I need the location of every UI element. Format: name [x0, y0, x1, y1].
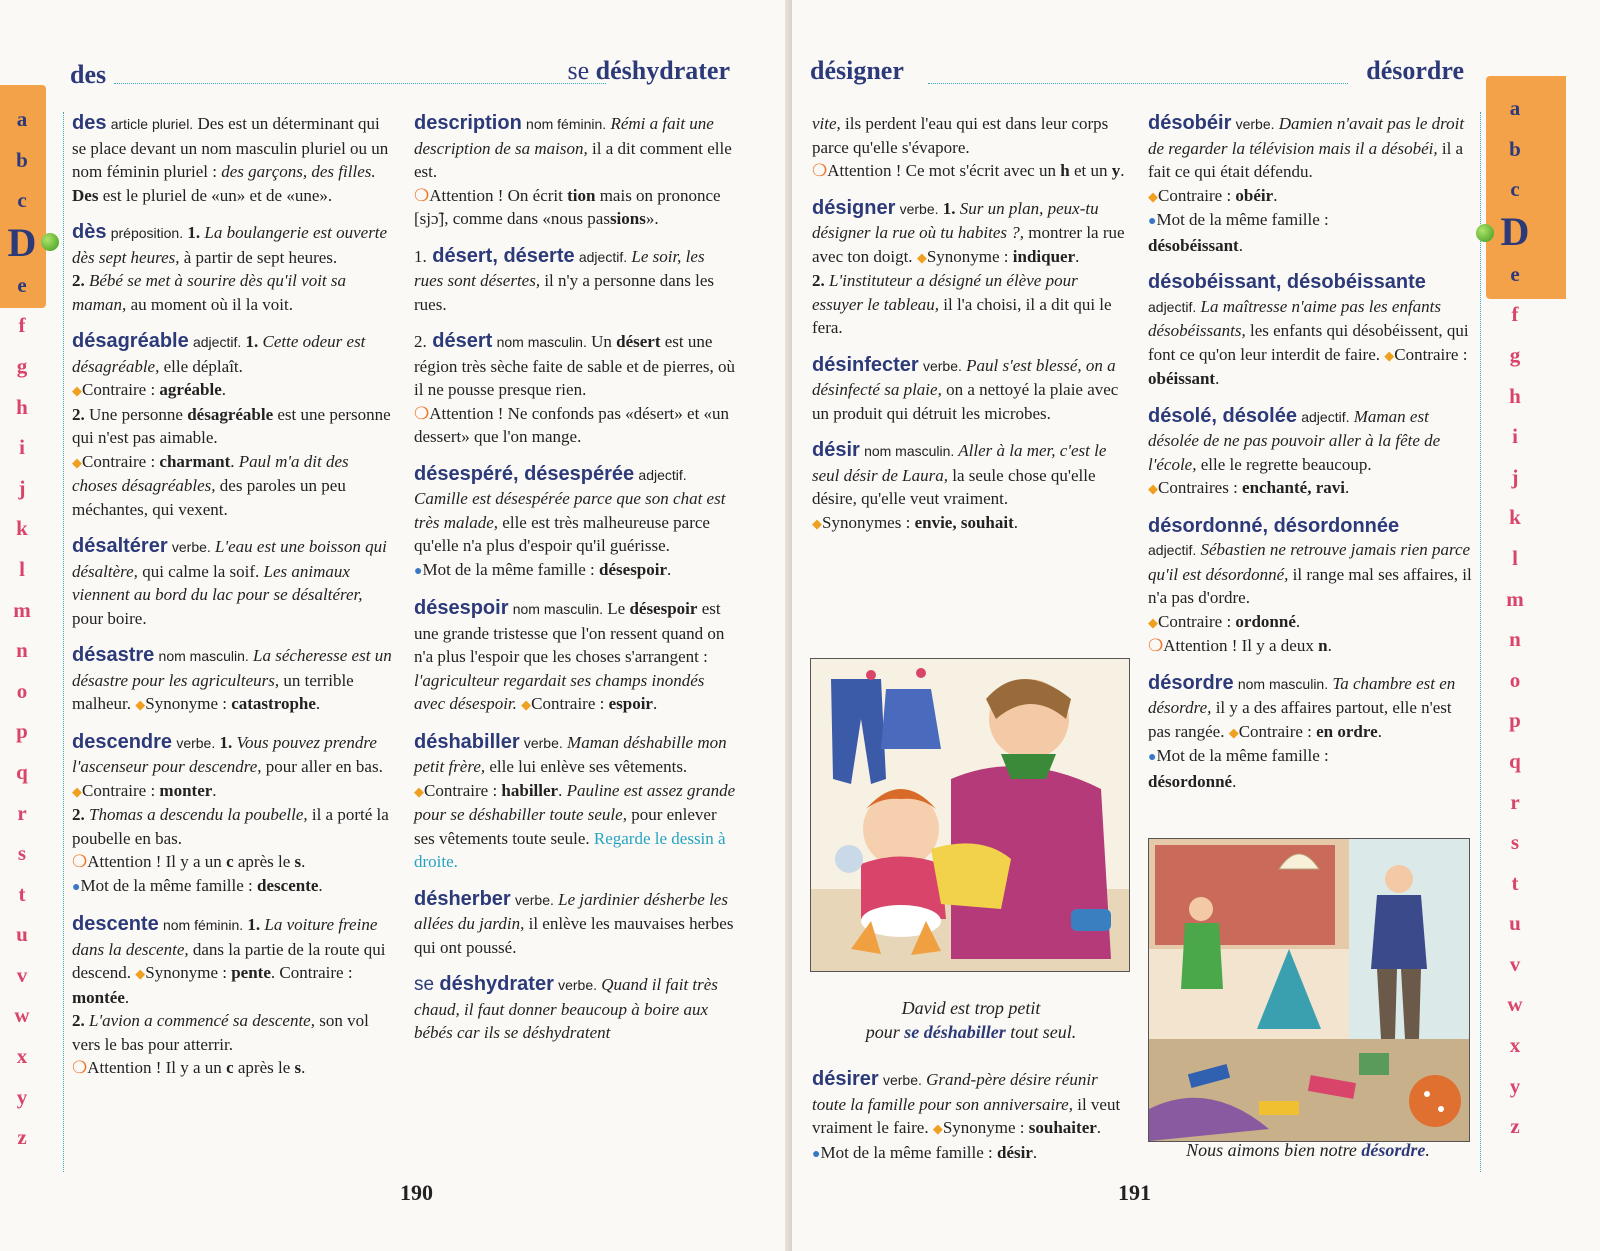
thumb-index-letter[interactable]: r: [17, 800, 27, 825]
caption-illustration-1: David est trop petit pour se déshabiller tout seul.: [865, 998, 1077, 1042]
thumb-index-letter[interactable]: k: [1509, 505, 1521, 530]
thumb-index-letter[interactable]: g: [16, 353, 28, 378]
entry-deshydrater-continued: vite, ils perdent l'eau qui est dans leur corps parce qu'elle s'évapore. ❍Attention ! Ce mot s'écrit avec un h et un y.: [812, 114, 1125, 180]
thumb-index-letter[interactable]: m: [13, 597, 31, 622]
bullet-icon: ●: [414, 563, 423, 579]
entry-desole: désolé, désolée adjectif. Maman est désolée de ne pas pouvoir aller à la fête de l'école, elle le regrette beaucoup. ◆Contraires : enchanté, ravi.: [1148, 404, 1441, 497]
diamond-icon: ◆: [521, 697, 532, 712]
thumb-index-letter[interactable]: n: [1509, 627, 1521, 652]
thumb-index-letter[interactable]: i: [1512, 424, 1518, 449]
left-margin-rule: [63, 112, 64, 1172]
thumb-index-letter[interactable]: r: [1510, 789, 1520, 814]
thumb-index-letter[interactable]: j: [18, 475, 26, 500]
right-page: [792, 0, 1600, 1251]
column-4: [1148, 112, 1472, 807]
thumb-index-letter[interactable]: y: [16, 1084, 28, 1109]
bullet-icon: ●: [1148, 214, 1157, 229]
thumb-index-letter[interactable]: t: [1511, 870, 1519, 895]
entry-des-preposition: dès préposition. 1. La boulangerie est ouverte dès sept heures, à partir de sept heures. 2. Bébé se met à sourire dès qu'il voit sa maman, au moment où il la voit.: [72, 221, 388, 314]
thumb-index-letter[interactable]: i: [19, 435, 25, 460]
thumb-index-letter[interactable]: D: [1500, 208, 1530, 254]
thumb-index-letter[interactable]: a: [16, 107, 28, 131]
thumb-index-letter[interactable]: z: [17, 1125, 27, 1150]
page-number-right: 191: [1118, 1180, 1151, 1205]
thumb-index-letter[interactable]: c: [17, 188, 27, 213]
thumb-index-letter[interactable]: q: [1509, 748, 1521, 773]
right-margin-rule: [1480, 112, 1481, 1172]
column-3-bottom: [812, 1068, 1130, 1180]
entry-descente: descente nom féminin. 1. La voiture freine dans la descente, dans la partie de la route qui descend. ◆Synonyme : pente. Contraire : montée. 2. L'avion a commencé sa descente, son vol vers le bas pour atterrir. ❍Attention ! Il y a un c après le s.: [72, 913, 386, 1077]
entry-desagreable: désagréable adjectif. 1. Cette odeur est désagréable, elle déplaît. ◆Contraire : agréable. 2. Une personne désagréable est une personne qui n'est pas aimable. ◆Contraire : charmant. Paul m'a dit des choses désagréables, des paroles un peu méchantes, qui vexent.: [72, 330, 391, 519]
entry-desespoir: désespoir nom masculin. Le désespoir est une grande tristesse que l'on ressent quand on n'a plus l'espoir que les choses s'arrangent : l'agriculteur regardait ses champs inondés avec désespoir. ◆Contraire : espoir.: [414, 597, 725, 713]
left-page: [0, 0, 790, 1251]
thumb-index-letter[interactable]: h: [16, 394, 28, 419]
entry-desert-adjectif: 1. désert, déserte adjectif. Le soir, les rues sont désertes, il n'y a personne dans les rues.: [414, 244, 715, 314]
thumb-index-letter[interactable]: s: [1510, 830, 1520, 855]
thumb-index-letter[interactable]: t: [18, 881, 26, 906]
diamond-icon: ◆: [135, 697, 146, 712]
caption-illustration-2: Nous aimons bien notre désordre.: [1186, 1140, 1430, 1160]
entry-designer: désigner verbe. 1. Sur un plan, peux-tu désigner la rue où tu habites ?, montrer la rue avec ton doigt. ◆Synonyme : indiquer. 2. L'instituteur a désigné un élève pour essuyer le tableau, il l'a choisi, il a dit qui le fera.: [812, 196, 1125, 337]
entry-desherber: désherber verbe. Le jardinier désherbe les allées du jardin, il enlève les mauvaises herbes qui ont poussé.: [414, 887, 734, 957]
thumb-index-letter[interactable]: j: [1511, 464, 1519, 489]
thumb-index-letter[interactable]: v: [1509, 951, 1521, 976]
diamond-icon: ◆: [812, 515, 822, 531]
thumb-index-letter[interactable]: w: [14, 1003, 30, 1028]
diamond-icon: ◆: [1148, 188, 1158, 204]
header-guide-left: des: [70, 60, 107, 89]
thumb-index-letter[interactable]: y: [1509, 1073, 1521, 1098]
diamond-icon: ◆: [916, 249, 927, 265]
entry-deshabiller: déshabiller verbe. Maman déshabille mon petit frère, elle lui enlève ses vêtements. ◆Contraire : habiller. Pauline est assez grande pour se déshabiller toute seule, pour enlever ses vêtements toute seule. Regarde le dessin à droite.: [414, 730, 736, 871]
bullet-icon: ●: [812, 1146, 821, 1162]
diamond-icon: ◆: [1148, 614, 1158, 630]
entry-desirer: désirer verbe. Grand-père désire réunir toute la famille pour son anniversaire, il veut vraiment le faire. ◆Synonyme : souhaiter. ●Mot de la même famille : désir.: [812, 1068, 1121, 1162]
attention-icon: ❍: [414, 185, 430, 205]
header-guide-right: se déshydrater: [567, 56, 730, 85]
column-3: [812, 112, 1130, 549]
header-guide-right: désordre: [1366, 56, 1464, 85]
entry-desordonne: désordonné, désordonnée adjectif. Sébastien ne retrouve jamais rien parce qu'il est désordonné, il range mal ses affaires, il n'a pas d'ordre. ◆Contraire : ordonné. ❍Attention ! Il y a deux n.: [1148, 514, 1472, 655]
see-drawing-link[interactable]: Regarde le dessin à droite.: [414, 828, 726, 871]
thumb-index-letter[interactable]: l: [1512, 545, 1518, 570]
attention-icon: ❍: [72, 852, 88, 871]
thumb-index-letter[interactable]: m: [1506, 586, 1524, 611]
thumb-index-letter[interactable]: o: [16, 678, 28, 703]
diamond-icon: ◆: [72, 383, 82, 398]
diamond-icon: ◆: [72, 454, 82, 470]
attention-icon: ❍: [414, 403, 430, 423]
thumb-index-letter[interactable]: p: [16, 719, 28, 744]
attention-icon: ❍: [1148, 636, 1164, 655]
entry-desastre: désastre nom masculin. La sécheresse est un désastre pour les agriculteurs, un terrible malheur. ◆Synonyme : catastrophe.: [72, 644, 392, 713]
entry-desalterer: désaltérer verbe. L'eau est une boisson qui désaltère, qui calme la soif. Les animaux viennent au bord du lac pour se désaltérer, pour boire.: [72, 535, 387, 628]
green-ball-icon: [1476, 224, 1494, 242]
thumb-index-letter[interactable]: h: [1509, 383, 1521, 408]
alphabet-index-right: [1495, 88, 1535, 1147]
entry-desert-nom: 2. désert nom masculin. Un désert est une région très sèche faite de sable et de pierres, où il ne pousse presque rien. ❍Attention ! Ne confonds pas «désert» et «un dessert» que l'on mange.: [414, 330, 735, 446]
thumb-index-letter[interactable]: g: [1509, 342, 1521, 367]
left-header: [70, 56, 730, 90]
entry-se-deshydrater: se déshydrater verbe. Quand il fait très chaud, il faut donner beaucoup à boire aux bébés car ils se déshydratent: [414, 973, 718, 1042]
entry-desinfecter: désinfecter verbe. Paul s'est blessé, on a désinfecté sa plaie, on a nettoyé la plaie avec un produit qui détruit les microbes.: [812, 353, 1119, 423]
page-number-left: 190: [400, 1180, 433, 1205]
thumb-index-letter[interactable]: k: [16, 516, 28, 541]
thumb-index-letter[interactable]: x: [16, 1044, 28, 1069]
illustration-messy-room: [1148, 838, 1470, 1142]
thumb-index-letter[interactable]: p: [1509, 708, 1521, 733]
thumb-index-letter[interactable]: x: [1509, 1033, 1521, 1058]
thumb-index-letter[interactable]: o: [1509, 667, 1521, 692]
bullet-icon: ●: [1148, 750, 1157, 765]
thumb-index-letter[interactable]: v: [16, 962, 28, 987]
diamond-icon: ◆: [1384, 347, 1395, 363]
thumb-index-letter[interactable]: l: [19, 556, 25, 581]
entry-desir: désir nom masculin. Aller à la mer, c'est le seul désir de Laura, la seule chose qu'elle désire, qu'elle veut vraiment. ◆Synonymes : envie, souhait.: [812, 439, 1107, 532]
thumb-index-letter[interactable]: z: [1510, 1114, 1520, 1139]
thumb-index-letter[interactable]: e: [1510, 261, 1520, 286]
attention-icon: ❍: [812, 161, 828, 180]
entry-descendre: descendre verbe. 1. Vous pouvez prendre l'ascenseur pour descendre, pour aller en bas. ◆Contraire : monter. 2. Thomas a descendu la poubelle, il a porté la poubelle en bas. ❍Attention ! Il y a un c après le s. ●Mot de la même famille : descente.: [72, 730, 389, 895]
diamond-icon: ◆: [932, 1121, 943, 1136]
entry-des: des article pluriel. Des est un déterminant qui se place devant un nom masculin pluriel ou un nom féminin pluriel : des garçons, des filles. Des est le pluriel de «un» et de «une».: [72, 112, 389, 205]
entry-desordre: désordre nom masculin. Ta chambre est en désordre, il y a des affaires partout, elle n'est pas rangée. ◆Contraire : en ordre. ●Mot de la même famille : désordonné.: [1148, 671, 1456, 791]
column-2: [414, 112, 736, 1059]
illustration-child-undressing: [810, 658, 1130, 972]
thumb-index-letter[interactable]: f: [18, 313, 26, 338]
diamond-icon: ◆: [1228, 724, 1239, 740]
thumb-index-letter[interactable]: a: [1509, 96, 1521, 120]
entry-description: description nom féminin. Rémi a fait une description de sa maison, il a dit comment elle est. ❍Attention ! On écrit tion mais on prononce [sjɔ̃], comme dans «nous passions».: [414, 112, 732, 228]
thumb-index-letter[interactable]: c: [1510, 177, 1520, 202]
thumb-index-letter[interactable]: s: [17, 841, 27, 866]
green-ball-icon: [41, 233, 59, 251]
entry-desobeissant: désobéissant, désobéissante adjectif. La maîtresse n'aime pas les enfants désobéissants, les enfants qui désobéissent, qui font ce qu'on leur interdit de faire. ◆Contraire : obéissant.: [1148, 271, 1469, 388]
entry-desespere: désespéré, désespérée adjectif. Camille est désespérée parce que son chat est très malade, elle est très malheureuse parce qu'elle n'a plus d'espoir qu'il guérisse. ●Mot de la même famille : désespoir.: [414, 462, 726, 579]
right-header: [810, 56, 1464, 90]
thumb-index-letter[interactable]: f: [1511, 302, 1519, 327]
entry-desobeir: désobéir verbe. Damien n'avait pas le droit de regarder la télévision mais il a désobéi, il a fait ce qui était défendu. ◆Contraire : obéir. ●Mot de la même famille : désobéissant.: [1148, 112, 1465, 255]
thumb-index-letter[interactable]: u: [1509, 911, 1521, 936]
column-1: [72, 112, 394, 1094]
thumb-index-letter[interactable]: e: [17, 272, 27, 297]
diamond-icon: ◆: [72, 783, 82, 799]
thumb-index-letter[interactable]: u: [16, 922, 28, 947]
thumb-index-letter[interactable]: w: [1507, 992, 1523, 1017]
bullet-icon: ●: [72, 879, 81, 895]
header-guide-left: désigner: [810, 56, 904, 85]
attention-icon: ❍: [72, 1058, 88, 1077]
thumb-index-letter[interactable]: n: [16, 638, 28, 663]
alphabet-index-left: [2, 99, 42, 1158]
thumb-index-letter[interactable]: b: [1509, 136, 1521, 161]
thumb-index-letter[interactable]: D: [7, 219, 37, 265]
diamond-icon: ◆: [135, 966, 146, 981]
thumb-index-letter[interactable]: b: [16, 147, 28, 172]
diamond-icon: ◆: [1148, 481, 1158, 496]
thumb-index-letter[interactable]: q: [16, 759, 28, 784]
diamond-icon: ◆: [414, 783, 424, 799]
